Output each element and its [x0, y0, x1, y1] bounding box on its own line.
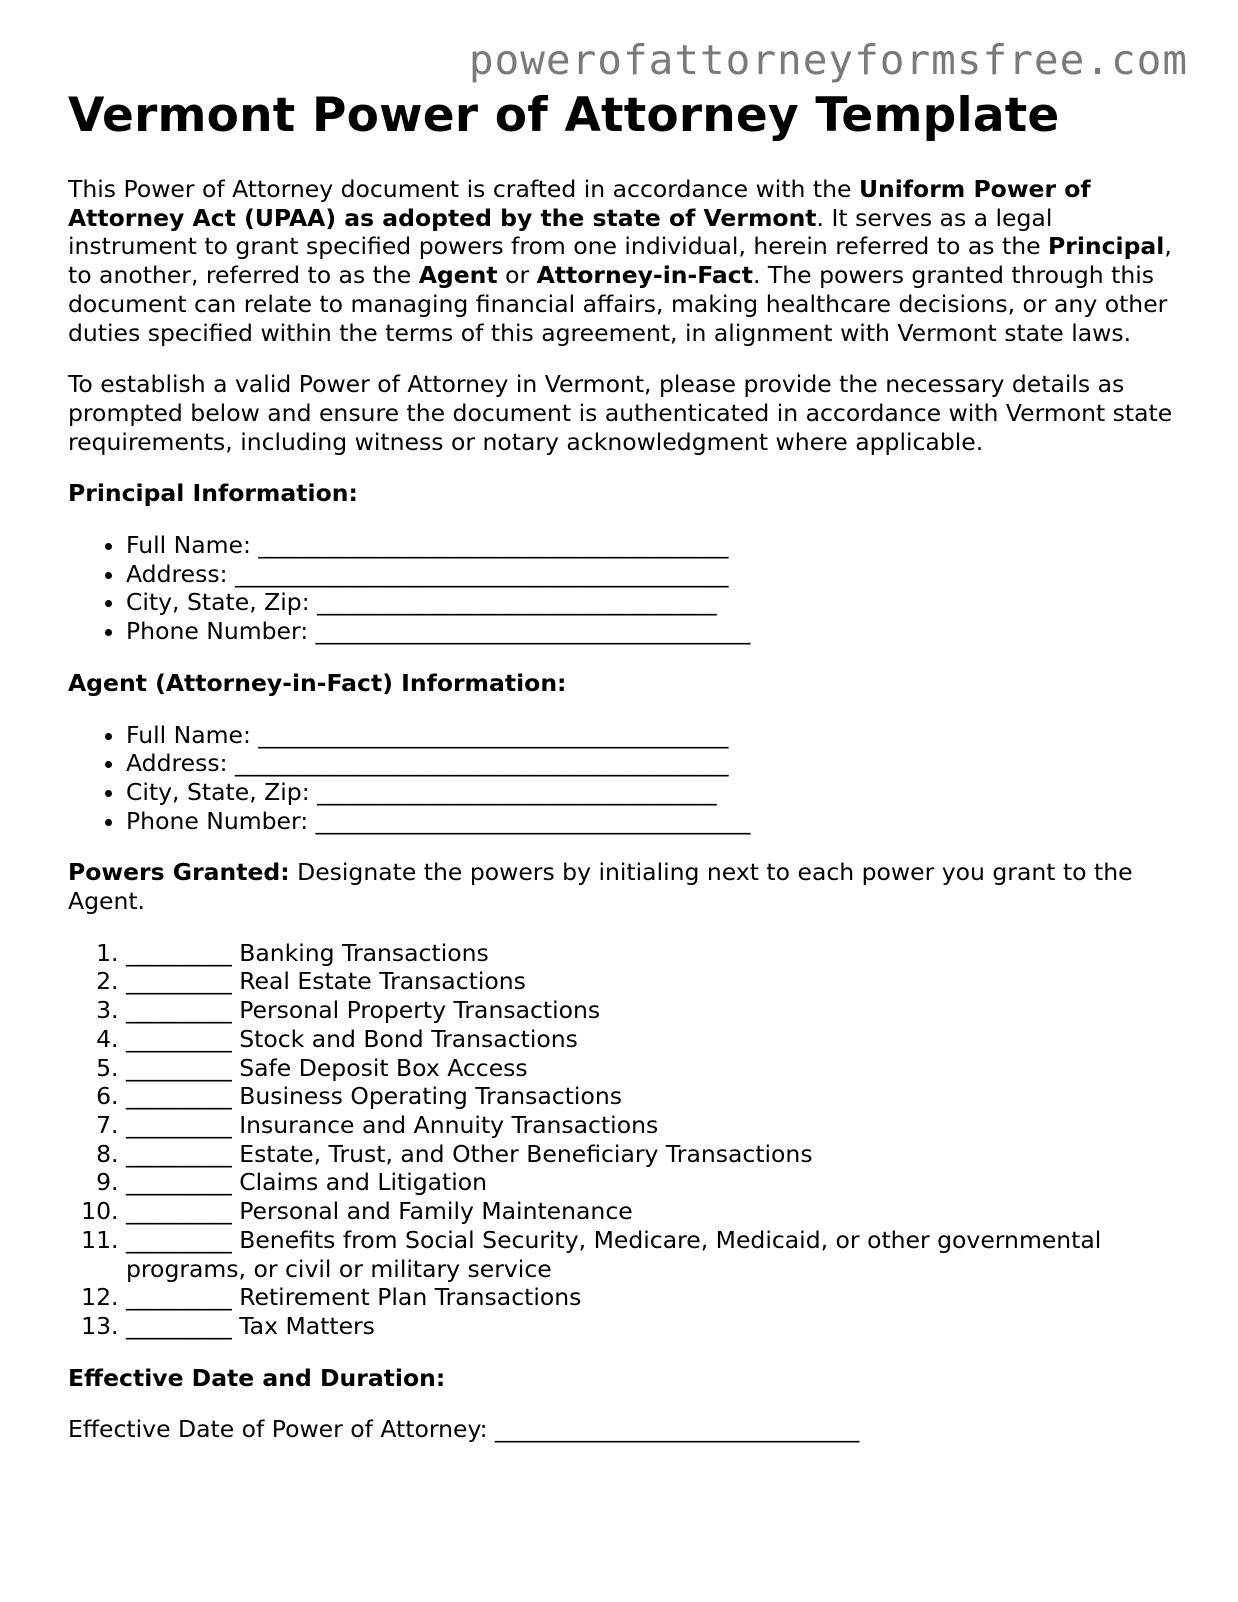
- power-item: 12. _________ Retirement Plan Transactions: [126, 1283, 1188, 1312]
- power-item: 9. _________ Claims and Litigation: [126, 1168, 1188, 1197]
- effective-date-field: Effective Date of Power of Attorney: _______________________________: [68, 1415, 860, 1444]
- watermark: powerofattorneyformsfree.com: [468, 36, 1188, 84]
- power-item: 11. _________ Benefits from Social Security, Medicare, Medicaid, or other governmental programs, or civil or military service: [126, 1226, 1188, 1283]
- power-item: 10. _________ Personal and Family Maintenance: [126, 1197, 1188, 1226]
- agent-address-field: • Address: __________________________________________: [126, 749, 1188, 778]
- power-item: 6. _________ Business Operating Transactions: [126, 1082, 1188, 1111]
- agent-full-name-field: • Full Name: ________________________________________: [126, 721, 1188, 750]
- power-item: 5. _________ Safe Deposit Box Access: [126, 1054, 1188, 1083]
- power-item: 2. _________ Real Estate Transactions: [126, 967, 1188, 996]
- intro-paragraph: This Power of Attorney document is crafted in accordance with the Uniform Power of Attorney Act (UPAA) as adopted by the state of Vermont. It serves as a legal instrument to grant specified powers from one individual, herein referred to as the Principal, to another, referred to as the Agent or Attorney-in-Fact. The powers granted through this document can relate to managing financial affairs, making healthcare decisions, or any other duties specified within the terms of this agreement, in alignment with Vermont state laws.: [68, 175, 1172, 347]
- power-item: 3. _________ Personal Property Transactions: [126, 996, 1188, 1025]
- principal-phone-field: • Phone Number: _____________________________________: [126, 617, 1188, 646]
- agent-phone-field: • Phone Number: _____________________________________: [126, 807, 1188, 836]
- agent-city-state-zip-field: • City, State, Zip: __________________________________: [126, 778, 1188, 807]
- power-item: 1. _________ Banking Transactions: [126, 939, 1188, 968]
- document-page: [68, 86, 1188, 1444]
- power-item: 13. _________ Tax Matters: [126, 1312, 1188, 1341]
- effective-date-heading: Effective Date and Duration:: [68, 1363, 446, 1392]
- powers-list: [68, 939, 1188, 1341]
- instructions-paragraph: To establish a valid Power of Attorney in Vermont, please provide the necessary details as prompted below and ensure the document is authenticated in accordance with Vermont state requirements, including witness or notary acknowledgment where applicable.: [68, 370, 1173, 456]
- principal-heading: Principal Information:: [68, 479, 358, 508]
- page-title: Vermont Power of Attorney Template: [68, 88, 1060, 143]
- principal-fields: [68, 531, 1188, 646]
- powers-heading: Powers Granted: Designate the powers by initialing next to each power you grant to the Agent.: [68, 858, 1133, 916]
- principal-full-name-field: • Full Name: ________________________________________: [126, 531, 1188, 560]
- agent-fields: [68, 721, 1188, 836]
- principal-city-state-zip-field: • City, State, Zip: __________________________________: [126, 588, 1188, 617]
- power-item: 7. _________ Insurance and Annuity Transactions: [126, 1111, 1188, 1140]
- agent-heading: Agent (Attorney-in-Fact) Information:: [68, 668, 567, 697]
- principal-address-field: • Address: __________________________________________: [126, 560, 1188, 589]
- power-item: 8. _________ Estate, Trust, and Other Beneficiary Transactions: [126, 1140, 1188, 1169]
- power-item: 4. _________ Stock and Bond Transactions: [126, 1025, 1188, 1054]
